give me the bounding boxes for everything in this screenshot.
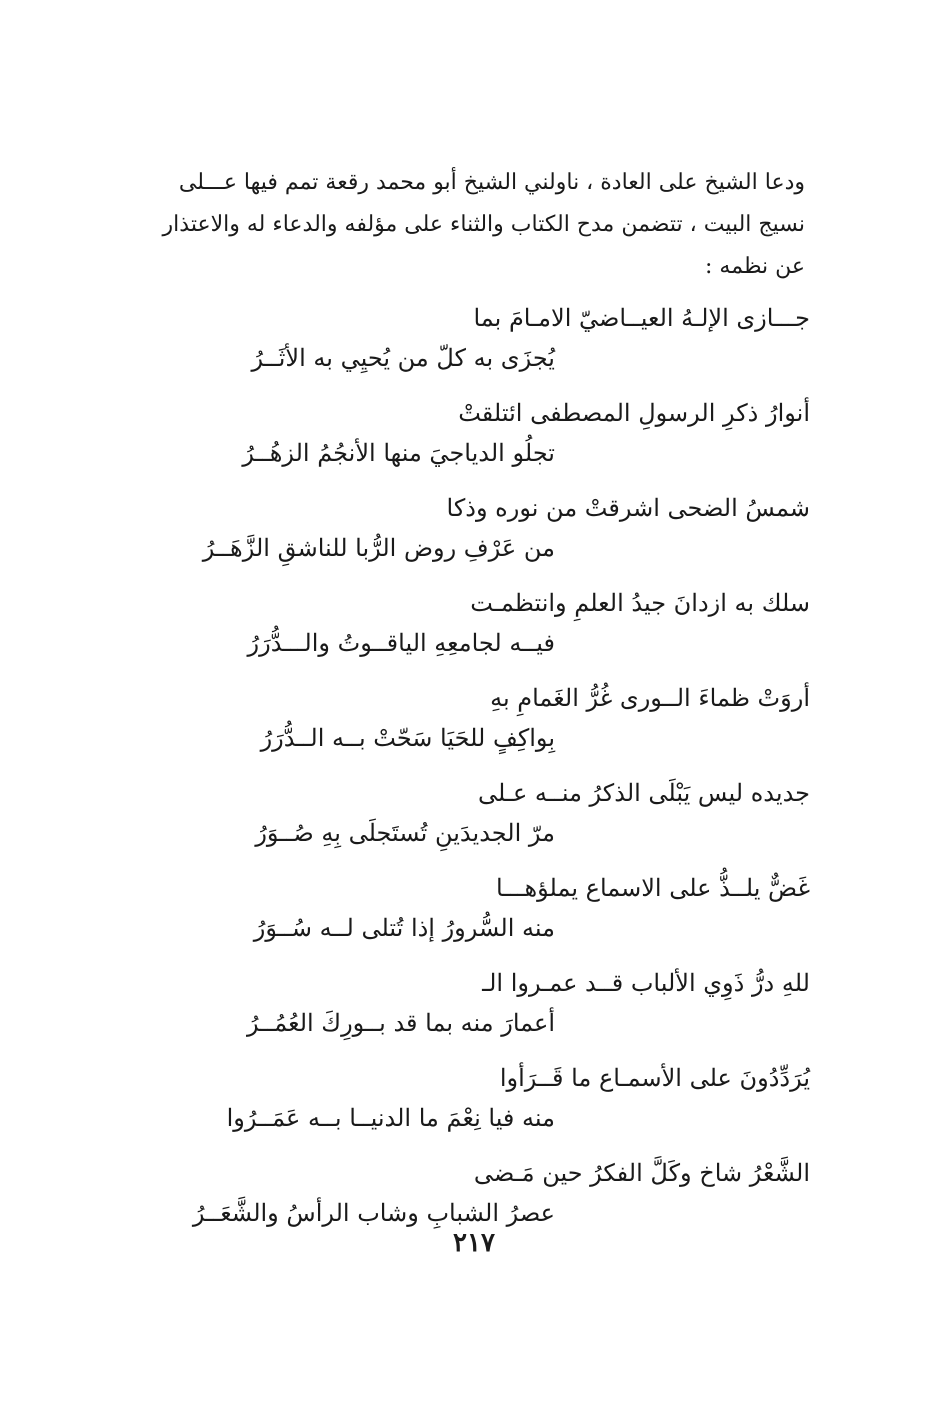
verse-second-hemistich: عصرُ الشبابِ وشاب الرأسُ والشَّعَــرُ <box>192 1199 555 1227</box>
verse-first-hemistich: الشَّعْرُ شاخ وكَلَّ الفكرُ حين مَـضى <box>473 1159 810 1187</box>
verse-second-hemistich: منه فيا نِعْمَ ما الدنيــا بــه عَمَــرُوا <box>226 1104 555 1132</box>
verse <box>150 773 810 868</box>
verse-second-hemistich: فيــه لجامعِهِ الياقــوتُ والـــدُّرَرُ <box>247 629 555 657</box>
intro-line-2: نسيج البيت ، تتضمن مدح الكتاب والثناء على مؤلفه والدعاء له والاعتذار <box>162 212 805 237</box>
verse-first-hemistich: أروَتْ ظماءَ الــورى غُرُّ الغَمامِ بهِ <box>490 684 810 712</box>
verse-second-hemistich: أعمارَ منه بما قد بــورِكَ العُمُــرُ <box>246 1009 555 1037</box>
verse <box>150 583 810 678</box>
intro-line-3: عن نظمه : <box>705 254 805 279</box>
page-number: ٢١٧ <box>453 1228 495 1258</box>
verse <box>150 298 810 393</box>
verse-second-hemistich: بِواكِفٍ للحَيَا سَحّتْ بــه الــدُّرَرُ <box>260 724 555 752</box>
verse-second-hemistich: يُجزَى به كلّ من يُحيِي به الأثَــرُ <box>251 344 555 372</box>
verse-first-hemistich: جـــازى الإلـهُ العيــاضيّ الامـامَ بما <box>473 304 810 332</box>
verse-first-hemistich: شمسُ الضحى اشرقتْ من نوره وذكا <box>446 494 810 522</box>
intro-line-1: ودعا الشيخ على العادة ، ناولني الشيخ أبو محمد رقعة تمم فيها عـــلى <box>178 170 805 195</box>
verse <box>150 963 810 1058</box>
verse-first-hemistich: للهِ درُّ ذَوِي الألباب قــد عمـروا الـ <box>482 969 810 997</box>
verse-second-hemistich: مرّ الجديدَينِ تُستَجلَى بِهِ صُــوَرُ <box>255 819 555 847</box>
verse-first-hemistich: سلك به ازدانَ جيدُ العلمِ وانتظمـت <box>470 589 810 617</box>
verse <box>150 678 810 773</box>
verse-second-hemistich: من عَرْفِ روض الرُّبا للناشقِ الزَّهَــرُ <box>202 534 555 562</box>
poem <box>150 298 810 1248</box>
verse-first-hemistich: جديده ليس يَبْلَى الذكرُ منــه عـلى <box>477 779 810 807</box>
verse <box>150 1058 810 1153</box>
intro-paragraph <box>160 162 805 288</box>
verse-second-hemistich: تجلُو الدياجيَ منها الأنجُمُ الزهُــرُ <box>242 439 555 467</box>
verse-first-hemistich: أنوارُ ذكرِ الرسولِ المصطفى ائتلقتْ <box>458 399 810 427</box>
verse <box>150 393 810 488</box>
verse-first-hemistich: غَضٌّ يلــذُّ على الاسماع يملؤهـــا <box>496 874 810 902</box>
verse <box>150 868 810 963</box>
verse-second-hemistich: منه السُّرورُ إذا تُتلى لــه سُــوَرُ <box>253 914 555 942</box>
verse-first-hemistich: يُرَدِّدُونَ على الأسمـاع ما قَــرَأوا <box>499 1064 810 1092</box>
verse <box>150 488 810 583</box>
